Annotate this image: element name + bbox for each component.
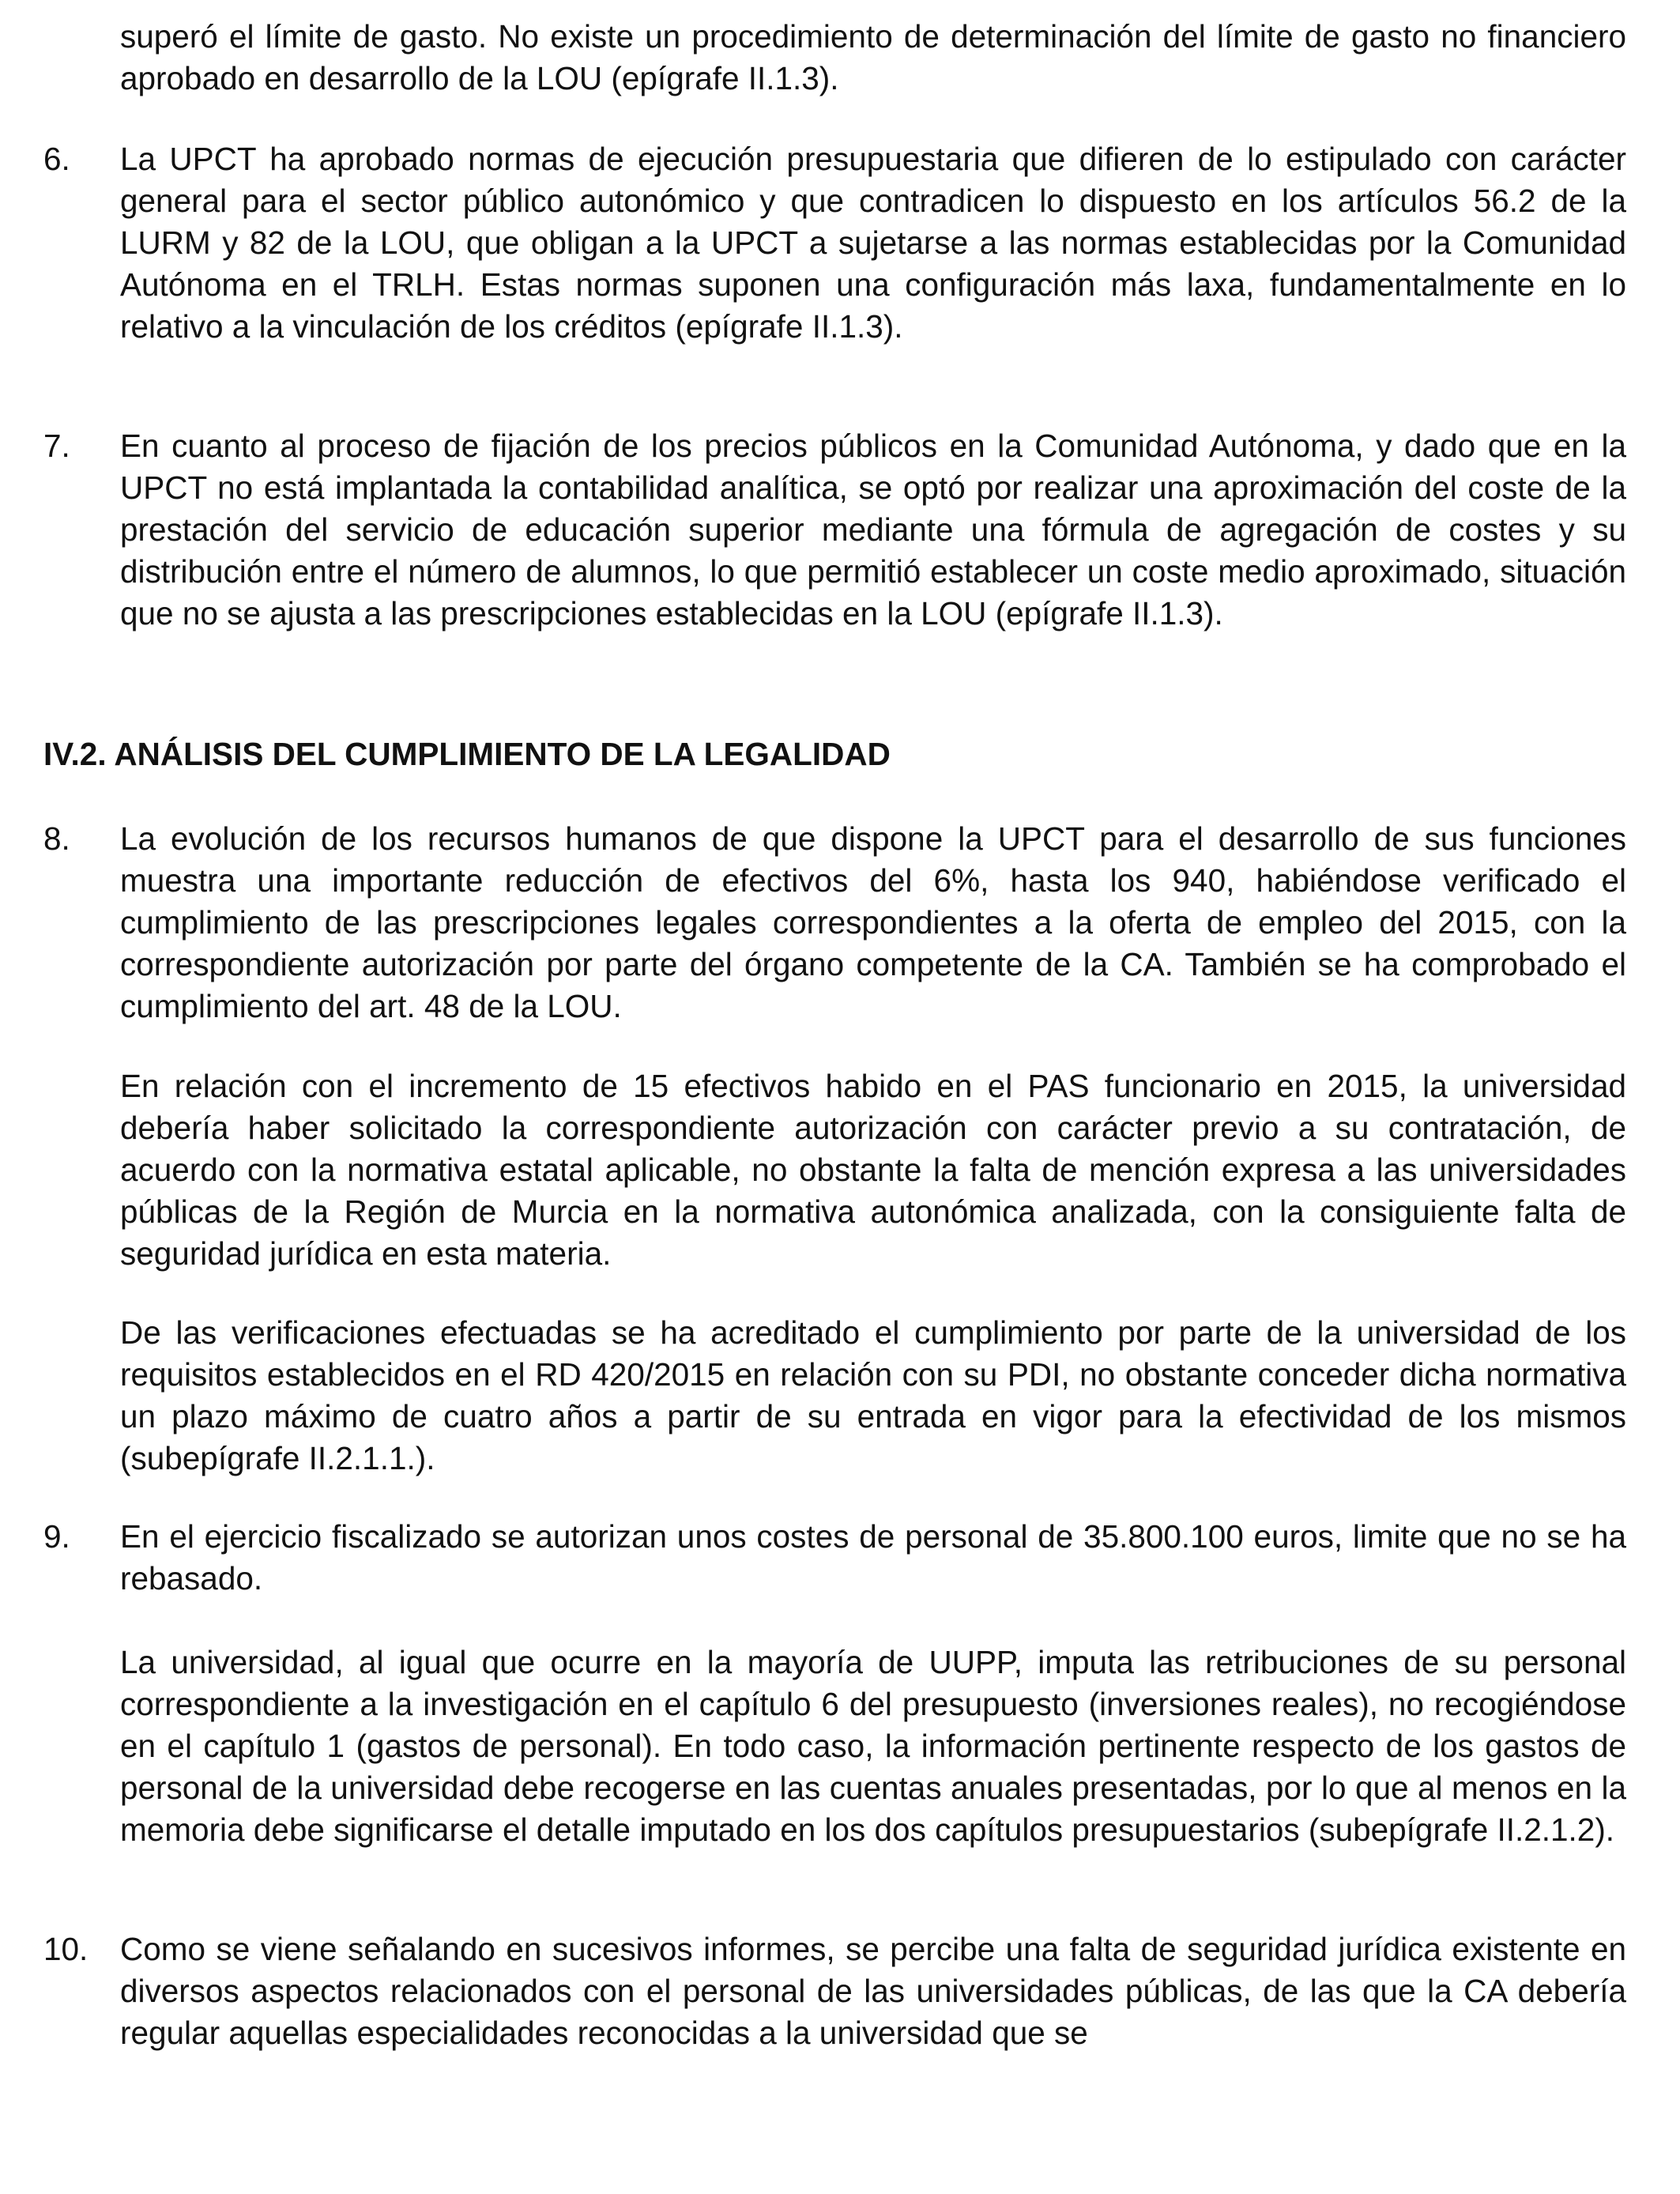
list-item-number: 9. <box>43 1518 70 1555</box>
list-item-number: 6. <box>43 141 70 177</box>
list-item-body <box>120 1516 1626 1600</box>
paragraph: La UPCT ha aprobado normas de ejecución presupuestaria que difieren de lo estipulado con carácter general para el sector público autonómico y que contradicen lo dispuesto en los artículos 56.2 de la LURM y 82 de la LOU, que obligan a la UPCT a sujetarse a las normas establecidas por la Comunidad Autónoma en el TRLH. Estas normas suponen una configuración más laxa, fundamentalmente en lo relativo a la vinculación de los créditos (epígrafe II.1.3). <box>120 141 1626 345</box>
paragraph: La evolución de los recursos humanos de que dispone la UPCT para el desarrollo de sus funciones muestra una importante reducción de efectivos del 6%, hasta los 940, habiéndose verificado el cumplimiento de las prescripciones legales correspondientes a la oferta de empleo del 2015, con la correspondiente autorización por parte del órgano competente de la CA. También se ha comprobado el cumplimiento del art. 48 de la LOU. <box>120 820 1626 1024</box>
paragraph: Como se viene señalando en sucesivos informes, se percibe una falta de seguridad jurídica existente en diversos aspectos relacionados con el personal de las universidades públicas, de las que la CA debería regular aquellas especialidades reconocidas a la universidad que se <box>120 1931 1626 2051</box>
list-item-number: 10. <box>43 1931 89 1967</box>
section-heading: IV.2. ANÁLISIS DEL CUMPLIMIENTO DE LA LEGALIDAD <box>43 736 891 772</box>
list-item-number: 8. <box>43 820 70 857</box>
list-item-number: 7. <box>43 428 70 464</box>
list-item-body <box>120 425 1626 635</box>
list-item-body <box>120 138 1626 348</box>
paragraph: En cuanto al proceso de fijación de los precios públicos en la Comunidad Autónoma, y dado que en la UPCT no está implantada la contabilidad analítica, se optó por realizar una aproximación del coste de la prestación del servicio de educación superior mediante una fórmula de agregación de costes y su distribución entre el número de alumnos, lo que permitió establecer un coste medio aproximado, situación que no se ajusta a las prescripciones establecidas en la LOU (epígrafe II.1.3). <box>120 428 1626 631</box>
paragraph: De las verificaciones efectuadas se ha acreditado el cumplimiento por parte de la universidad de los requisitos establecidos en el RD 420/2015 en relación con su PDI, no obstante conceder dicha normativa un plazo máximo de cuatro años a partir de su entrada en vigor para la efectividad de los mismos (subepígrafe II.2.1.1.). <box>120 1314 1626 1476</box>
intro-continuation-paragraph: superó el límite de gasto. No existe un procedimiento de determinación del límite de gasto no financiero aprobado en desarrollo de la LOU (epígrafe II.1.3). <box>120 18 1626 96</box>
paragraph: En el ejercicio fiscalizado se autorizan unos costes de personal de 35.800.100 euros, limite que no se ha rebasado. <box>120 1518 1626 1596</box>
paragraph: La universidad, al igual que ocurre en la mayoría de UUPP, imputa las retribuciones de su personal correspondiente a la investigación en el capítulo 6 del presupuesto (inversiones reales), no recogiéndose en el capítulo 1 (gastos de personal). En todo caso, la información pertinente respecto de los gastos de personal de la universidad debe recogerse en las cuentas anuales presentadas, por lo que al menos en la memoria debe significarse el detalle imputado en los dos capítulos presupuestarios (subepígrafe II.2.1.2). <box>120 1644 1626 1848</box>
list-item-body <box>120 1928 1626 2054</box>
list-item-body <box>120 818 1626 1027</box>
paragraph: En relación con el incremento de 15 efectivos habido en el PAS funcionario en 2015, la universidad debería haber solicitado la correspondiente autorización con carácter previo a su contratación, de acuerdo con la normativa estatal aplicable, no obstante la falta de mención expresa a las universidades públicas de la Región de Murcia en la normativa autonómica analizada, con la consiguiente falta de seguridad jurídica en esta materia. <box>120 1068 1626 1272</box>
